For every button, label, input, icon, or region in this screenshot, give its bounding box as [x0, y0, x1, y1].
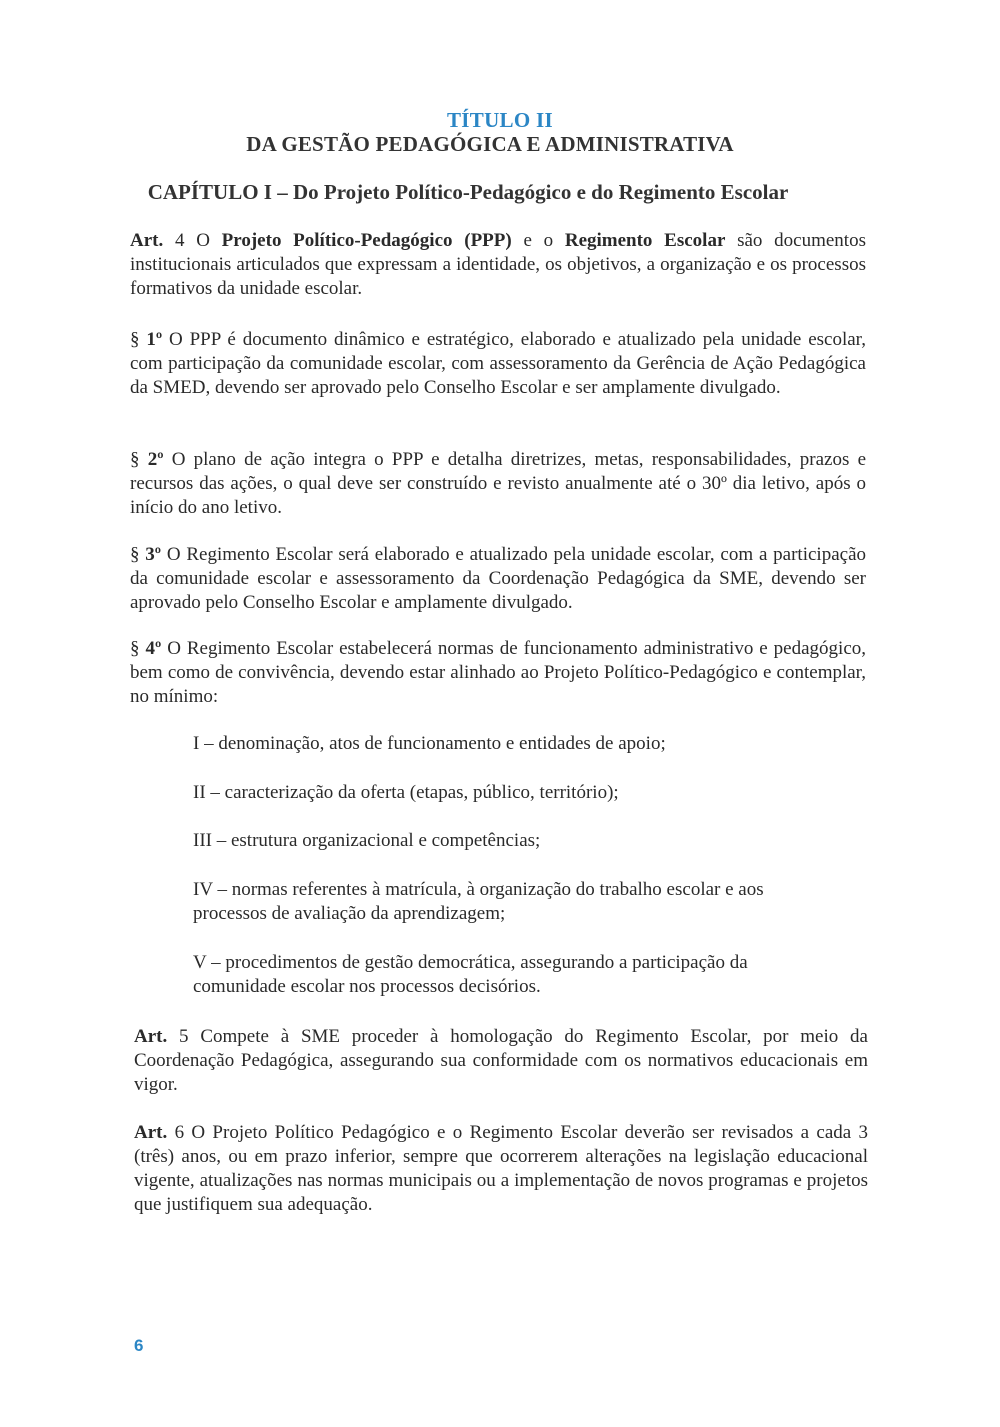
list-item: IV – normas referentes à matrícula, à organização do trabalho escolar e aos processos de avaliação da aprendizagem;: [193, 879, 764, 924]
page-number: 6: [134, 1336, 144, 1355]
article-number: 5: [179, 1026, 189, 1047]
article-label: Art.: [134, 1122, 168, 1143]
article-5: [134, 1025, 868, 1097]
article-text: O Projeto Político Pedagógico e o Regimento Escolar deverão ser revisados a cada 3 (três) anos, ou em prazo inferior, sempre que ocorrerem alterações na legislação educacional vigente, atualizações nas normas municipais ou a implementação de novos programas e projetos que justifiquem sua adequação.: [134, 1122, 869, 1215]
paragraph-1: [130, 328, 866, 400]
article-text: O: [184, 230, 222, 251]
subtitulo-heading: DA GESTÃO PEDAGÓGICA E ADMINISTRATIVA: [246, 132, 734, 156]
paragraph-text: O Regimento Escolar será elaborado e atualizado pela unidade escolar, com a participação da comunidade escolar e assessoramento da Coordenação Pedagógica da SME, devendo ser aprovado pelo Conselho Escolar e amplamente divulgado.: [130, 544, 866, 613]
article-label: Art.: [134, 1026, 168, 1047]
ppp-term: Projeto Político-Pedagógico (PPP): [221, 230, 512, 251]
section-mark: §: [130, 449, 148, 470]
article-number: 6: [174, 1122, 185, 1143]
list-item: V – procedimentos de gestão democrática, assegurando a participação da comunidade escolar nos processos decisórios.: [193, 952, 748, 997]
article-text: são documentos institucionais articulados que expressam a identidade, os objetivos, a organização e os processos formativos da unidade escolar.: [130, 230, 866, 299]
article-label: Art.: [130, 230, 164, 251]
article-4: [130, 229, 866, 301]
paragraph-2: [130, 448, 866, 520]
paragraph-4: [130, 637, 866, 709]
paragraph-text: O PPP é documento dinâmico e estratégico, elaborado e atualizado pela unidade escolar, com participação da comunidade escolar, com assessoramento da Gerência de Ação Pedagógica da SMED, devendo ser aprovado pelo Conselho Escolar e ser amplamente divulgado.: [130, 329, 866, 398]
list-item: I – denominação, atos de funcionamento e entidades de apoio;: [193, 733, 666, 754]
list-item: III – estrutura organizacional e competências;: [193, 830, 541, 851]
section-mark: §: [130, 544, 146, 565]
article-number: 4: [174, 230, 185, 251]
paragraph-number: 4º: [145, 638, 162, 659]
paragraph-number: 2º: [147, 449, 164, 470]
section-mark: §: [130, 638, 146, 659]
paragraph-text: O Regimento Escolar estabelecerá normas de funcionamento administrativo e pedagógico, bem como de convivência, devendo estar alinhado ao Projeto Político-Pedagógico e contemplar, no mínimo:: [130, 638, 866, 707]
article-text: Compete à SME proceder à homologação do Regimento Escolar, por meio da Coordenação Pedagógica, assegurando sua conformidade com os normativos educacionais em vigor.: [134, 1026, 868, 1095]
paragraph-3: [130, 543, 866, 615]
paragraph-text: O plano de ação integra o PPP e detalha diretrizes, metas, responsabilidades, prazos e recursos das ações, o qual deve ser construído e revisto anualmente até o 30º dia letivo, após o início do ano letivo.: [130, 449, 866, 518]
capitulo-heading: CAPÍTULO I – Do Projeto Político-Pedagógico e do Regimento Escolar: [147, 180, 789, 204]
titulo-heading: TÍTULO II: [447, 108, 553, 132]
list-item: II – caracterização da oferta (etapas, público, território);: [193, 782, 619, 803]
regimento-term: Regimento Escolar: [564, 230, 726, 251]
section-mark: §: [130, 329, 147, 350]
article-text: e o: [511, 230, 565, 251]
article-6: [134, 1121, 868, 1217]
paragraph-number: 1º: [146, 329, 163, 350]
paragraph-number: 3º: [145, 544, 162, 565]
